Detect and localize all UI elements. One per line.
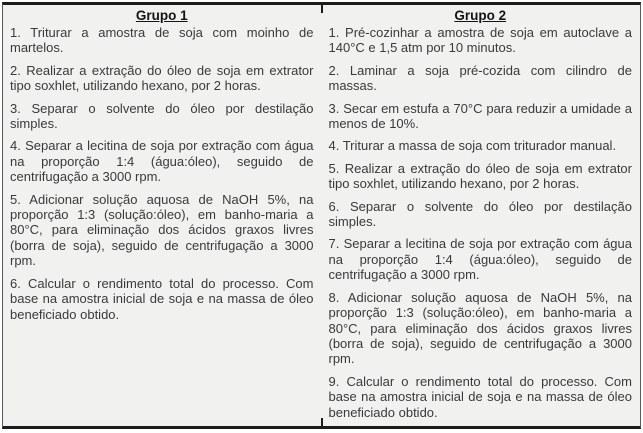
group-2-step-6: 6. Separar o solvente do óleo por destilação simples. bbox=[328, 198, 632, 230]
group-2-step-9: 9. Calcular o rendimento total do processo. Com base na amostra inicial de soja e na massa de óleo beneficiado obtido. bbox=[328, 373, 632, 420]
group-2-step-5: 5. Realizar a extração do óleo de soja em extrator tipo soxhlet, utilizando hexano, por 2 horas. bbox=[328, 160, 632, 192]
group-2-step-8: 8. Adicionar solução aquosa de NaOH 5%, na proporção 1:3 (solução:óleo), em banho-maria a 80°C, para eliminação dos ácidos graxos livres (borra de soja), seguido de centrifugação a 3000 rpm. bbox=[328, 289, 632, 367]
group-2-step-2: 2. Laminar a soja pré-cozida com cilindro de massas. bbox=[328, 62, 632, 94]
group-1-header: Grupo 1 bbox=[135, 8, 188, 23]
group-1-step-3: 3. Separar o solvente do óleo por destilação simples. bbox=[10, 100, 314, 132]
group-2-column bbox=[322, 5, 641, 426]
group-1-column bbox=[3, 5, 322, 426]
group-1-step-1: 1. Triturar a amostra de soja com moinho de martelos. bbox=[10, 25, 314, 56]
group-2-header: Grupo 2 bbox=[454, 8, 507, 23]
group-1-step-5: 5. Adicionar solução aquosa de NaOH 5%, na proporção 1:3 (solução:óleo), em banho-maria a 80°C, para eliminação dos ácidos graxos livres (borra de soja), seguido de centrifugação a 3000 rpm. bbox=[10, 191, 314, 269]
group-2-step-4: 4. Triturar a massa de soja com triturador manual. bbox=[328, 138, 617, 154]
group-2-step-1: 1. Pré-cozinhar a amostra de soja em autoclave a 140°C e 1,5 atm por 10 minutos. bbox=[328, 25, 632, 56]
group-1-step-4: 4. Separar a lecitina de soja por extração com água na proporção 1:4 (água:óleo), seguido de centrifugação a 3000 rpm. bbox=[10, 138, 314, 185]
column-divider-top-tick bbox=[321, 5, 323, 13]
group-1-step-6: 6. Calcular o rendimento total do processo. Com base na amostra inicial de soja e na massa de óleo beneficiado obtido. bbox=[10, 275, 314, 322]
column-divider-bottom-tick bbox=[321, 418, 323, 426]
group-2-step-7: 7. Separar a lecitina de soja por extração com água na proporção 1:4 (água:óleo), seguido de centrifugação a 3000 rpm. bbox=[328, 236, 632, 283]
procedure-table bbox=[2, 2, 641, 429]
group-2-step-3: 3. Secar em estufa a 70°C para reduzir a umidade a menos de 10%. bbox=[328, 100, 632, 132]
group-1-step-2: 2. Realizar a extração do óleo de soja em extrator tipo soxhlet, utilizando hexano, por 2 horas. bbox=[10, 62, 314, 94]
